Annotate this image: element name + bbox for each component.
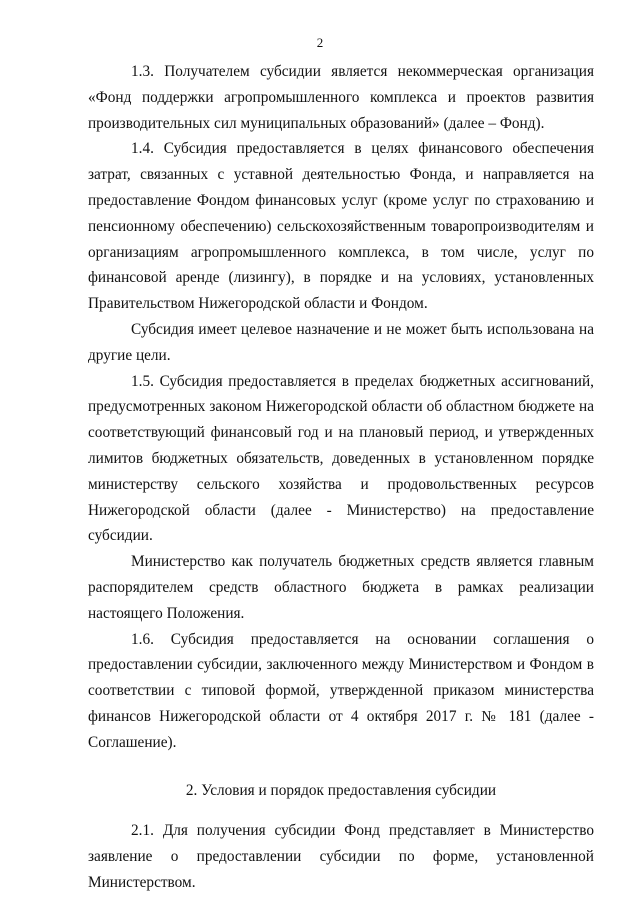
document-body bbox=[88, 59, 594, 896]
paragraph-subsidy-purpose: Субсидия имеет целевое назначение и не может быть использована на другие цели. bbox=[88, 320, 594, 364]
paragraph-1-6: 1.6. Субсидия предоставляется на основании соглашения о предоставлении субсидии, заключенного между Министерством и Фондом в соответствии с типовой формой, утвержденной приказом министерства финансов Нижегородской области от 4 октября 2017 г. № 181 (далее - Соглашение). bbox=[88, 630, 594, 751]
paragraph-ministry-role: Министерство как получатель бюджетных средств является главным распорядителем средств областного бюджета в рамках реализации настоящего Положения. bbox=[88, 553, 594, 622]
page-number: 2 bbox=[316, 35, 324, 50]
paragraph-1-3: 1.3. Получателем субсидии является некоммерческая организация «Фонд поддержки агропромышленного комплекса и проектов развития производительных сил муниципальных образований» (далее – Фонд). bbox=[88, 63, 594, 132]
paragraph-1-5: 1.5. Субсидия предоставляется в пределах бюджетных ассигнований, предусмотренных законом Нижегородской области об областном бюджете на соответствующий финансовый год и на плановый период, и утвержденных лимитов бюджетных обязательств, доведенных в установленном порядке министерству сельского хозяйства и продовольственных ресурсов Нижегородской области (далее - Министерство) на предоставление субсидии. bbox=[88, 372, 594, 545]
paragraph-1-4: 1.4. Субсидия предоставляется в целях финансового обеспечения затрат, связанных с уставной деятельностью Фонда, и направляется на предоставление Фондом финансовых услуг (кроме услуг по страхованию и пенсионному обеспечению) сельскохозяйственным товаропроизводителям и организациям агропромышленного комплекса, в том числе, услуг по финансовой аренде (лизингу), в порядке и на условиях, установленных Правительством Нижегородской области и Фондом. bbox=[88, 140, 594, 313]
paragraph-2-1: 2.1. Для получения субсидии Фонд представляет в Министерство заявление о предоставлении субсидии по форме, установленной Министерством. bbox=[88, 822, 594, 891]
section-heading: 2. Условия и порядок предоставления субсидии bbox=[185, 781, 497, 799]
